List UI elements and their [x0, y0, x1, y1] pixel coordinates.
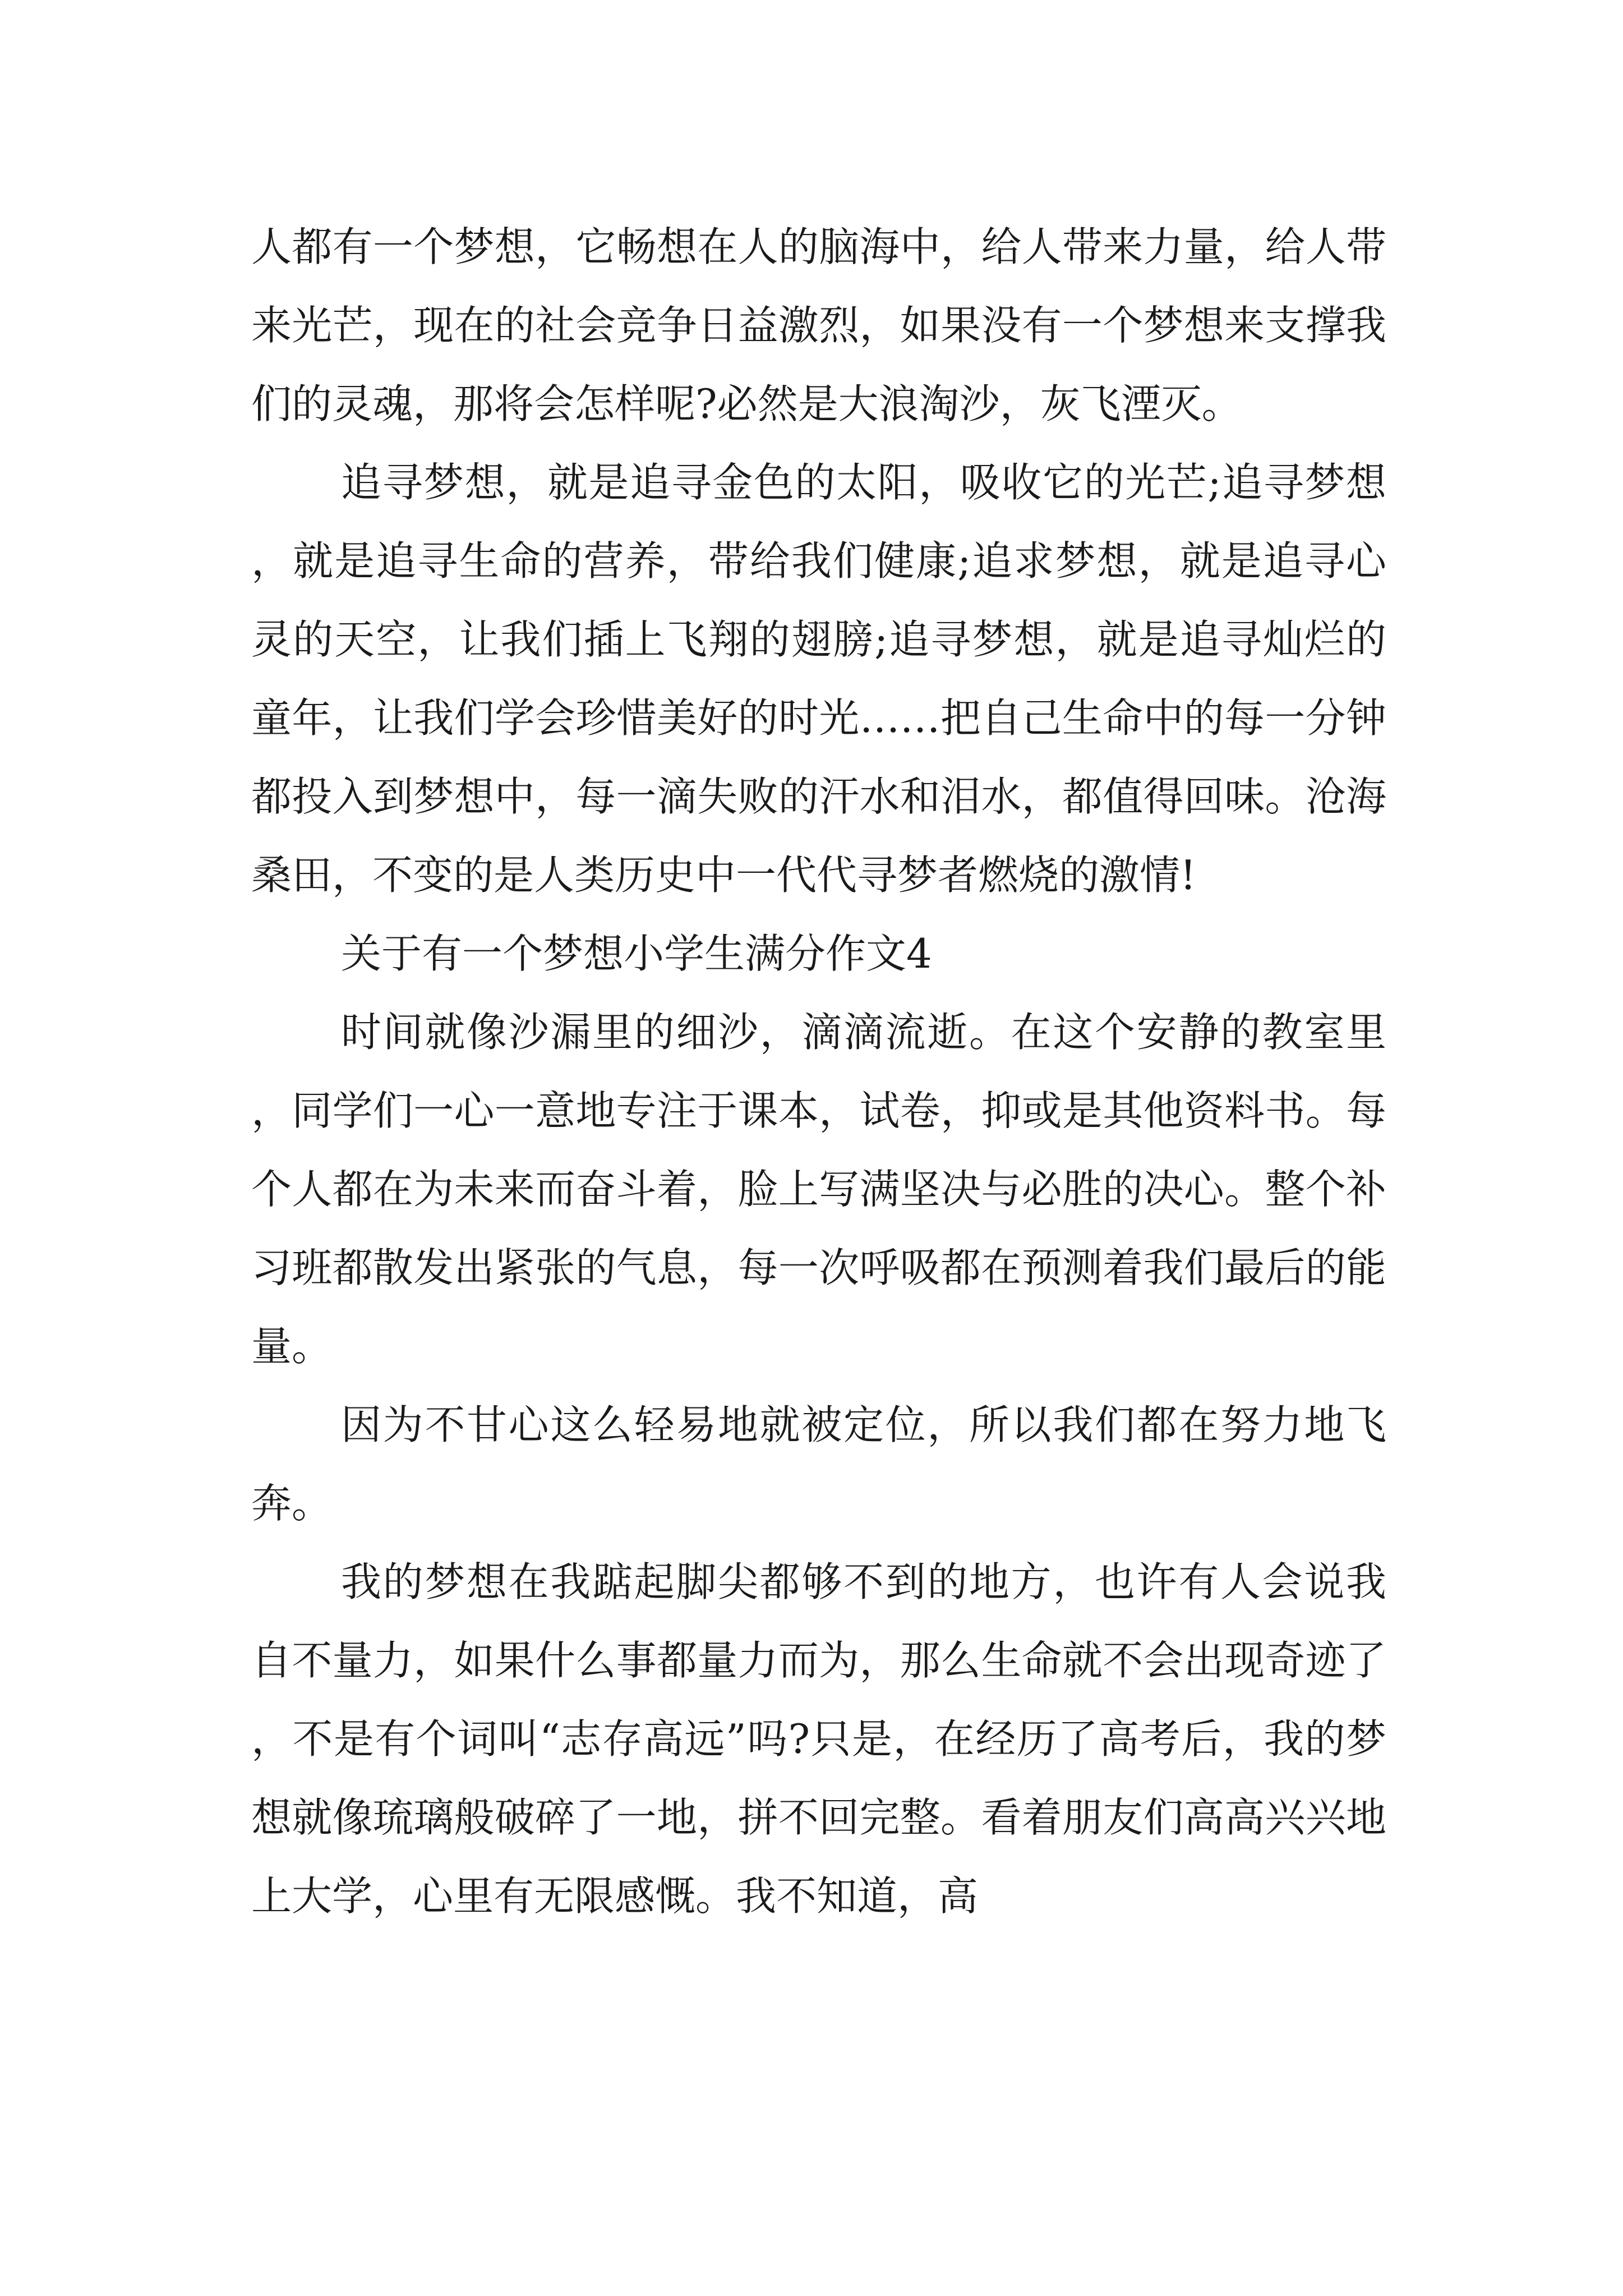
- essay-heading: 关于有一个梦想小学生满分作文4: [341, 930, 932, 977]
- paragraph-running: 因为不甘心这么轻易地就被定位，所以我们都在努力地飞奔。: [251, 1401, 1386, 1527]
- paragraph-my-dream: 我的梦想在我踮起脚尖都够不到的地方，也许有人会说我自不量力，如果什么事都量力而为，那么生命就不会出现奇迹了，不是有个词叫“志存高远”吗?只是，在经历了高考后，我的梦想就像琉璃般破碎了一地，拼不回完整。看着朋友们高高兴兴地上大学，心里有无限感慨。我不知道，高: [251, 1558, 1386, 1920]
- document-page: [251, 208, 1386, 1935]
- paragraph-classroom: 时间就像沙漏里的细沙，滴滴流逝。在这个安静的教室里，同学们一心一意地专注于课本，试卷，抑或是其他资料书。每个人都在为未来而奋斗着，脸上写满坚决与必胜的决心。整个补习班都散发出紧张的气息，每一次呼吸都在预测着我们最后的能量。: [251, 1009, 1386, 1370]
- paragraph-intro: 人都有一个梦想，它畅想在人的脑海中，给人带来力量，给人带来光芒，现在的社会竞争日益激烈，如果没有一个梦想来支撑我们的灵魂，那将会怎样呢?必然是大浪淘沙，灰飞湮灭。: [251, 223, 1386, 427]
- paragraph-pursuing-dreams: 追寻梦想，就是追寻金色的太阳，吸收它的光芒;追寻梦想，就是追寻生命的营养，带给我们健康;追求梦想，就是追寻心灵的天空，让我们插上飞翔的翅膀;追寻梦想，就是追寻灿烂的童年，让我们学会珍惜美好的时光……把自己生命中的每一分钟都投入到梦想中，每一滴失败的汗水和泪水，都值得回味。沧海桑田，不变的是人类历史中一代代寻梦者燃烧的激情!: [251, 459, 1386, 899]
